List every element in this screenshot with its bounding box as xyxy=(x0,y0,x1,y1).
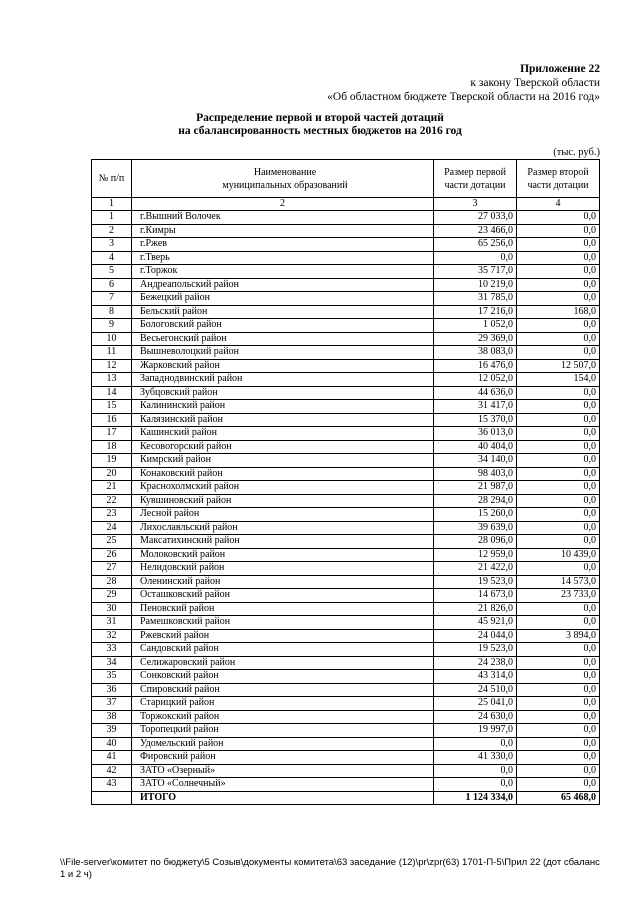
first-part-value: 28 294,0 xyxy=(434,494,517,508)
first-part-value: 19 523,0 xyxy=(434,575,517,589)
second-part-value: 0,0 xyxy=(517,481,600,495)
file-path-line2: 1 и 2 ч) xyxy=(60,869,92,880)
table-row xyxy=(92,521,600,535)
municipality-name: Селижаровский район xyxy=(132,656,434,670)
table-row xyxy=(92,751,600,765)
second-part-value: 0,0 xyxy=(517,751,600,765)
second-part-value: 0,0 xyxy=(517,427,600,441)
total-empty-cell xyxy=(92,791,132,805)
municipality-name: Спировский район xyxy=(132,683,434,697)
table-row xyxy=(92,278,600,292)
second-part-value: 0,0 xyxy=(517,238,600,252)
municipality-name: Калининский район xyxy=(132,400,434,414)
first-part-value: 29 369,0 xyxy=(434,332,517,346)
table-row xyxy=(92,535,600,549)
row-number: 1 xyxy=(92,211,132,225)
table-row xyxy=(92,616,600,630)
first-part-value: 15 260,0 xyxy=(434,508,517,522)
first-part-value: 16 476,0 xyxy=(434,359,517,373)
second-part-value: 23 733,0 xyxy=(517,589,600,603)
table-row xyxy=(92,305,600,319)
municipality-name: Максатихинский район xyxy=(132,535,434,549)
second-part-value: 0,0 xyxy=(517,211,600,225)
table-row xyxy=(92,346,600,360)
second-part-value: 0,0 xyxy=(517,265,600,279)
second-part-value: 0,0 xyxy=(517,521,600,535)
first-part-value: 24 044,0 xyxy=(434,629,517,643)
row-number: 8 xyxy=(92,305,132,319)
table-row xyxy=(92,764,600,778)
row-number: 25 xyxy=(92,535,132,549)
municipality-name: г.Кимры xyxy=(132,224,434,238)
total-label: ИТОГО xyxy=(132,791,434,805)
row-number: 12 xyxy=(92,359,132,373)
table-row xyxy=(92,562,600,576)
second-part-value: 0,0 xyxy=(517,737,600,751)
row-number: 14 xyxy=(92,386,132,400)
row-number: 37 xyxy=(92,697,132,711)
municipality-name: Зубцовский район xyxy=(132,386,434,400)
row-number: 34 xyxy=(92,656,132,670)
first-part-value: 35 717,0 xyxy=(434,265,517,279)
first-part-value: 40 404,0 xyxy=(434,440,517,454)
table-row xyxy=(92,440,600,454)
municipality-name: Удомельский район xyxy=(132,737,434,751)
subsidy-table xyxy=(91,159,600,805)
first-part-value: 98 403,0 xyxy=(434,467,517,481)
first-part-value: 23 466,0 xyxy=(434,224,517,238)
first-part-value: 28 096,0 xyxy=(434,535,517,549)
first-part-value: 31 417,0 xyxy=(434,400,517,414)
row-number: 3 xyxy=(92,238,132,252)
second-part-value: 0,0 xyxy=(517,386,600,400)
second-part-value: 0,0 xyxy=(517,467,600,481)
second-part-value: 0,0 xyxy=(517,656,600,670)
table-row xyxy=(92,211,600,225)
table-row xyxy=(92,373,600,387)
second-part-value: 0,0 xyxy=(517,778,600,792)
table-row xyxy=(92,359,600,373)
municipality-name: г.Ржев xyxy=(132,238,434,252)
municipality-name: ЗАТО «Озерный» xyxy=(132,764,434,778)
municipality-name: Нелидовский район xyxy=(132,562,434,576)
header-second-part-line1: Размер второй xyxy=(527,166,589,178)
second-part-value: 0,0 xyxy=(517,562,600,576)
municipality-name: Конаковский район xyxy=(132,467,434,481)
municipality-name: Западнодвинский район xyxy=(132,373,434,387)
first-part-value: 0,0 xyxy=(434,778,517,792)
table-row xyxy=(92,602,600,616)
table-row xyxy=(92,778,600,792)
row-number: 22 xyxy=(92,494,132,508)
row-number: 11 xyxy=(92,346,132,360)
appendix-law-title: «Об областном бюджете Тверской области на 2016 год» xyxy=(327,91,600,103)
table-row xyxy=(92,643,600,657)
municipality-name: Весьегонский район xyxy=(132,332,434,346)
first-part-value: 36 013,0 xyxy=(434,427,517,441)
second-part-value: 0,0 xyxy=(517,616,600,630)
row-number: 16 xyxy=(92,413,132,427)
second-part-value: 0,0 xyxy=(517,319,600,333)
row-number: 27 xyxy=(92,562,132,576)
header-name-line1: Наименование xyxy=(253,166,317,178)
municipality-name: Торжокский район xyxy=(132,710,434,724)
file-path-line1: \\File-server\комитет по бюджету\5 Созыв\документы комитета\63 заседание (12)\pr\zpr(63) 1701-П-5\Прил 22 (дот сбаланс xyxy=(60,857,600,868)
first-part-value: 27 033,0 xyxy=(434,211,517,225)
first-part-value: 41 330,0 xyxy=(434,751,517,765)
municipality-name: г.Вышний Волочек xyxy=(132,211,434,225)
second-part-value: 0,0 xyxy=(517,346,600,360)
municipality-name: ЗАТО «Солнечный» xyxy=(132,778,434,792)
municipality-name: Молоковский район xyxy=(132,548,434,562)
table-row xyxy=(92,548,600,562)
second-part-value: 0,0 xyxy=(517,683,600,697)
document-title-line2: на сбалансированность местных бюджетов на 2016 год xyxy=(178,125,462,137)
first-part-value: 65 256,0 xyxy=(434,238,517,252)
row-number: 6 xyxy=(92,278,132,292)
units-label: (тыс. руб.) xyxy=(553,147,600,158)
municipality-name: Лихославльский район xyxy=(132,521,434,535)
row-number: 31 xyxy=(92,616,132,630)
second-part-value: 0,0 xyxy=(517,697,600,711)
second-part-value: 0,0 xyxy=(517,224,600,238)
first-part-value: 24 510,0 xyxy=(434,683,517,697)
municipality-name: г.Торжок xyxy=(132,265,434,279)
row-number: 19 xyxy=(92,454,132,468)
row-number: 40 xyxy=(92,737,132,751)
municipality-name: Пеновский район xyxy=(132,602,434,616)
row-number: 20 xyxy=(92,467,132,481)
second-part-value: 154,0 xyxy=(517,373,600,387)
municipality-name: Старицкий район xyxy=(132,697,434,711)
row-number: 17 xyxy=(92,427,132,441)
column-number-row xyxy=(92,198,600,211)
second-part-value: 10 439,0 xyxy=(517,548,600,562)
first-part-value: 12 052,0 xyxy=(434,373,517,387)
column-number: 1 xyxy=(92,198,132,211)
first-part-value: 44 636,0 xyxy=(434,386,517,400)
first-part-value: 34 140,0 xyxy=(434,454,517,468)
table-row xyxy=(92,386,600,400)
municipality-name: Сонковский район xyxy=(132,670,434,684)
second-part-value: 0,0 xyxy=(517,494,600,508)
first-part-value: 39 639,0 xyxy=(434,521,517,535)
header-first-part xyxy=(434,160,517,198)
row-number: 42 xyxy=(92,764,132,778)
table-row xyxy=(92,413,600,427)
row-number: 9 xyxy=(92,319,132,333)
second-part-value: 0,0 xyxy=(517,251,600,265)
appendix-law-ref: к закону Тверской области xyxy=(470,77,600,89)
table-row xyxy=(92,724,600,738)
municipality-name: Бологовский район xyxy=(132,319,434,333)
municipality-name: Ржевский район xyxy=(132,629,434,643)
municipality-name: Сандовский район xyxy=(132,643,434,657)
table-row xyxy=(92,670,600,684)
row-number: 15 xyxy=(92,400,132,414)
header-second-part-line2: части дотации xyxy=(527,179,589,191)
municipality-name: Рамешковский район xyxy=(132,616,434,630)
second-part-value: 0,0 xyxy=(517,454,600,468)
table-row xyxy=(92,656,600,670)
row-number: 39 xyxy=(92,724,132,738)
second-part-value: 0,0 xyxy=(517,508,600,522)
second-part-value: 0,0 xyxy=(517,332,600,346)
header-second-part xyxy=(517,160,600,198)
row-number: 36 xyxy=(92,683,132,697)
row-number: 24 xyxy=(92,521,132,535)
table-row xyxy=(92,494,600,508)
municipality-name: Калязинский район xyxy=(132,413,434,427)
second-part-value: 0,0 xyxy=(517,602,600,616)
row-number: 33 xyxy=(92,643,132,657)
row-number: 29 xyxy=(92,589,132,603)
table-row xyxy=(92,737,600,751)
second-part-value: 0,0 xyxy=(517,440,600,454)
second-part-value: 0,0 xyxy=(517,764,600,778)
row-number: 5 xyxy=(92,265,132,279)
row-number: 18 xyxy=(92,440,132,454)
column-number: 2 xyxy=(132,198,434,211)
table-row xyxy=(92,467,600,481)
table-row xyxy=(92,251,600,265)
column-number: 3 xyxy=(434,198,517,211)
second-part-value: 0,0 xyxy=(517,400,600,414)
second-part-value: 0,0 xyxy=(517,413,600,427)
header-name xyxy=(132,160,434,198)
second-part-value: 0,0 xyxy=(517,710,600,724)
row-number: 7 xyxy=(92,292,132,306)
second-part-value: 14 573,0 xyxy=(517,575,600,589)
table-row xyxy=(92,589,600,603)
first-part-value: 15 370,0 xyxy=(434,413,517,427)
municipality-name: Кувшиновский район xyxy=(132,494,434,508)
table-row xyxy=(92,292,600,306)
table-row xyxy=(92,710,600,724)
row-number: 41 xyxy=(92,751,132,765)
first-part-value: 12 959,0 xyxy=(434,548,517,562)
row-number: 32 xyxy=(92,629,132,643)
total-second-part: 65 468,0 xyxy=(517,791,600,805)
document-title-line1: Распределение первой и второй частей дотаций xyxy=(196,112,444,124)
first-part-value: 21 826,0 xyxy=(434,602,517,616)
table-row xyxy=(92,697,600,711)
table-row xyxy=(92,629,600,643)
first-part-value: 24 630,0 xyxy=(434,710,517,724)
table-row xyxy=(92,400,600,414)
table-row xyxy=(92,427,600,441)
first-part-value: 45 921,0 xyxy=(434,616,517,630)
total-first-part: 1 124 334,0 xyxy=(434,791,517,805)
second-part-value: 0,0 xyxy=(517,535,600,549)
header-name-line2: муниципальных образований xyxy=(222,179,348,191)
table-row xyxy=(92,238,600,252)
row-number: 38 xyxy=(92,710,132,724)
first-part-value: 38 083,0 xyxy=(434,346,517,360)
table-row xyxy=(92,575,600,589)
row-number: 2 xyxy=(92,224,132,238)
municipality-name: Фировский район xyxy=(132,751,434,765)
first-part-value: 21 987,0 xyxy=(434,481,517,495)
row-number: 10 xyxy=(92,332,132,346)
municipality-name: Лесной район xyxy=(132,508,434,522)
first-part-value: 25 041,0 xyxy=(434,697,517,711)
first-part-value: 17 216,0 xyxy=(434,305,517,319)
row-number: 43 xyxy=(92,778,132,792)
first-part-value: 43 314,0 xyxy=(434,670,517,684)
first-part-value: 10 219,0 xyxy=(434,278,517,292)
municipality-name: Жарковский район xyxy=(132,359,434,373)
table-row xyxy=(92,265,600,279)
table-row xyxy=(92,319,600,333)
municipality-name: Андреапольский район xyxy=(132,278,434,292)
municipality-name: Кашинский район xyxy=(132,427,434,441)
municipality-name: Оленинский район xyxy=(132,575,434,589)
row-number: 4 xyxy=(92,251,132,265)
row-number: 21 xyxy=(92,481,132,495)
first-part-value: 0,0 xyxy=(434,251,517,265)
second-part-value: 3 894,0 xyxy=(517,629,600,643)
second-part-value: 0,0 xyxy=(517,278,600,292)
municipality-name: г.Тверь xyxy=(132,251,434,265)
row-number: 23 xyxy=(92,508,132,522)
first-part-value: 1 052,0 xyxy=(434,319,517,333)
row-number: 28 xyxy=(92,575,132,589)
row-number: 30 xyxy=(92,602,132,616)
second-part-value: 0,0 xyxy=(517,292,600,306)
municipality-name: Краснохолмский район xyxy=(132,481,434,495)
row-number: 13 xyxy=(92,373,132,387)
municipality-name: Кимрский район xyxy=(132,454,434,468)
table-row xyxy=(92,683,600,697)
municipality-name: Вышневолоцкий район xyxy=(132,346,434,360)
second-part-value: 0,0 xyxy=(517,724,600,738)
first-part-value: 14 673,0 xyxy=(434,589,517,603)
table-row xyxy=(92,224,600,238)
appendix-number: Приложение 22 xyxy=(520,63,600,75)
table-header-row xyxy=(92,160,600,198)
municipality-name: Торопецкий район xyxy=(132,724,434,738)
total-row xyxy=(92,791,600,805)
municipality-name: Кесовогорский район xyxy=(132,440,434,454)
table-row xyxy=(92,508,600,522)
first-part-value: 19 997,0 xyxy=(434,724,517,738)
file-path-footer xyxy=(60,857,620,881)
document-title xyxy=(0,112,640,138)
header-first-part-line2: части дотации xyxy=(444,179,506,191)
table-row xyxy=(92,481,600,495)
first-part-value: 0,0 xyxy=(434,737,517,751)
subsidy-table-body xyxy=(92,160,600,805)
second-part-value: 12 507,0 xyxy=(517,359,600,373)
first-part-value: 31 785,0 xyxy=(434,292,517,306)
table-row xyxy=(92,332,600,346)
column-number: 4 xyxy=(517,198,600,211)
second-part-value: 168,0 xyxy=(517,305,600,319)
municipality-name: Бежецкий район xyxy=(132,292,434,306)
row-number: 35 xyxy=(92,670,132,684)
first-part-value: 24 238,0 xyxy=(434,656,517,670)
municipality-name: Бельский район xyxy=(132,305,434,319)
municipality-name: Осташковский район xyxy=(132,589,434,603)
first-part-value: 19 523,0 xyxy=(434,643,517,657)
header-no: № п/п xyxy=(92,160,132,198)
second-part-value: 0,0 xyxy=(517,670,600,684)
first-part-value: 0,0 xyxy=(434,764,517,778)
row-number: 26 xyxy=(92,548,132,562)
first-part-value: 21 422,0 xyxy=(434,562,517,576)
second-part-value: 0,0 xyxy=(517,643,600,657)
header-first-part-line1: Размер первой xyxy=(444,166,506,178)
table-row xyxy=(92,454,600,468)
appendix-header xyxy=(240,62,600,104)
